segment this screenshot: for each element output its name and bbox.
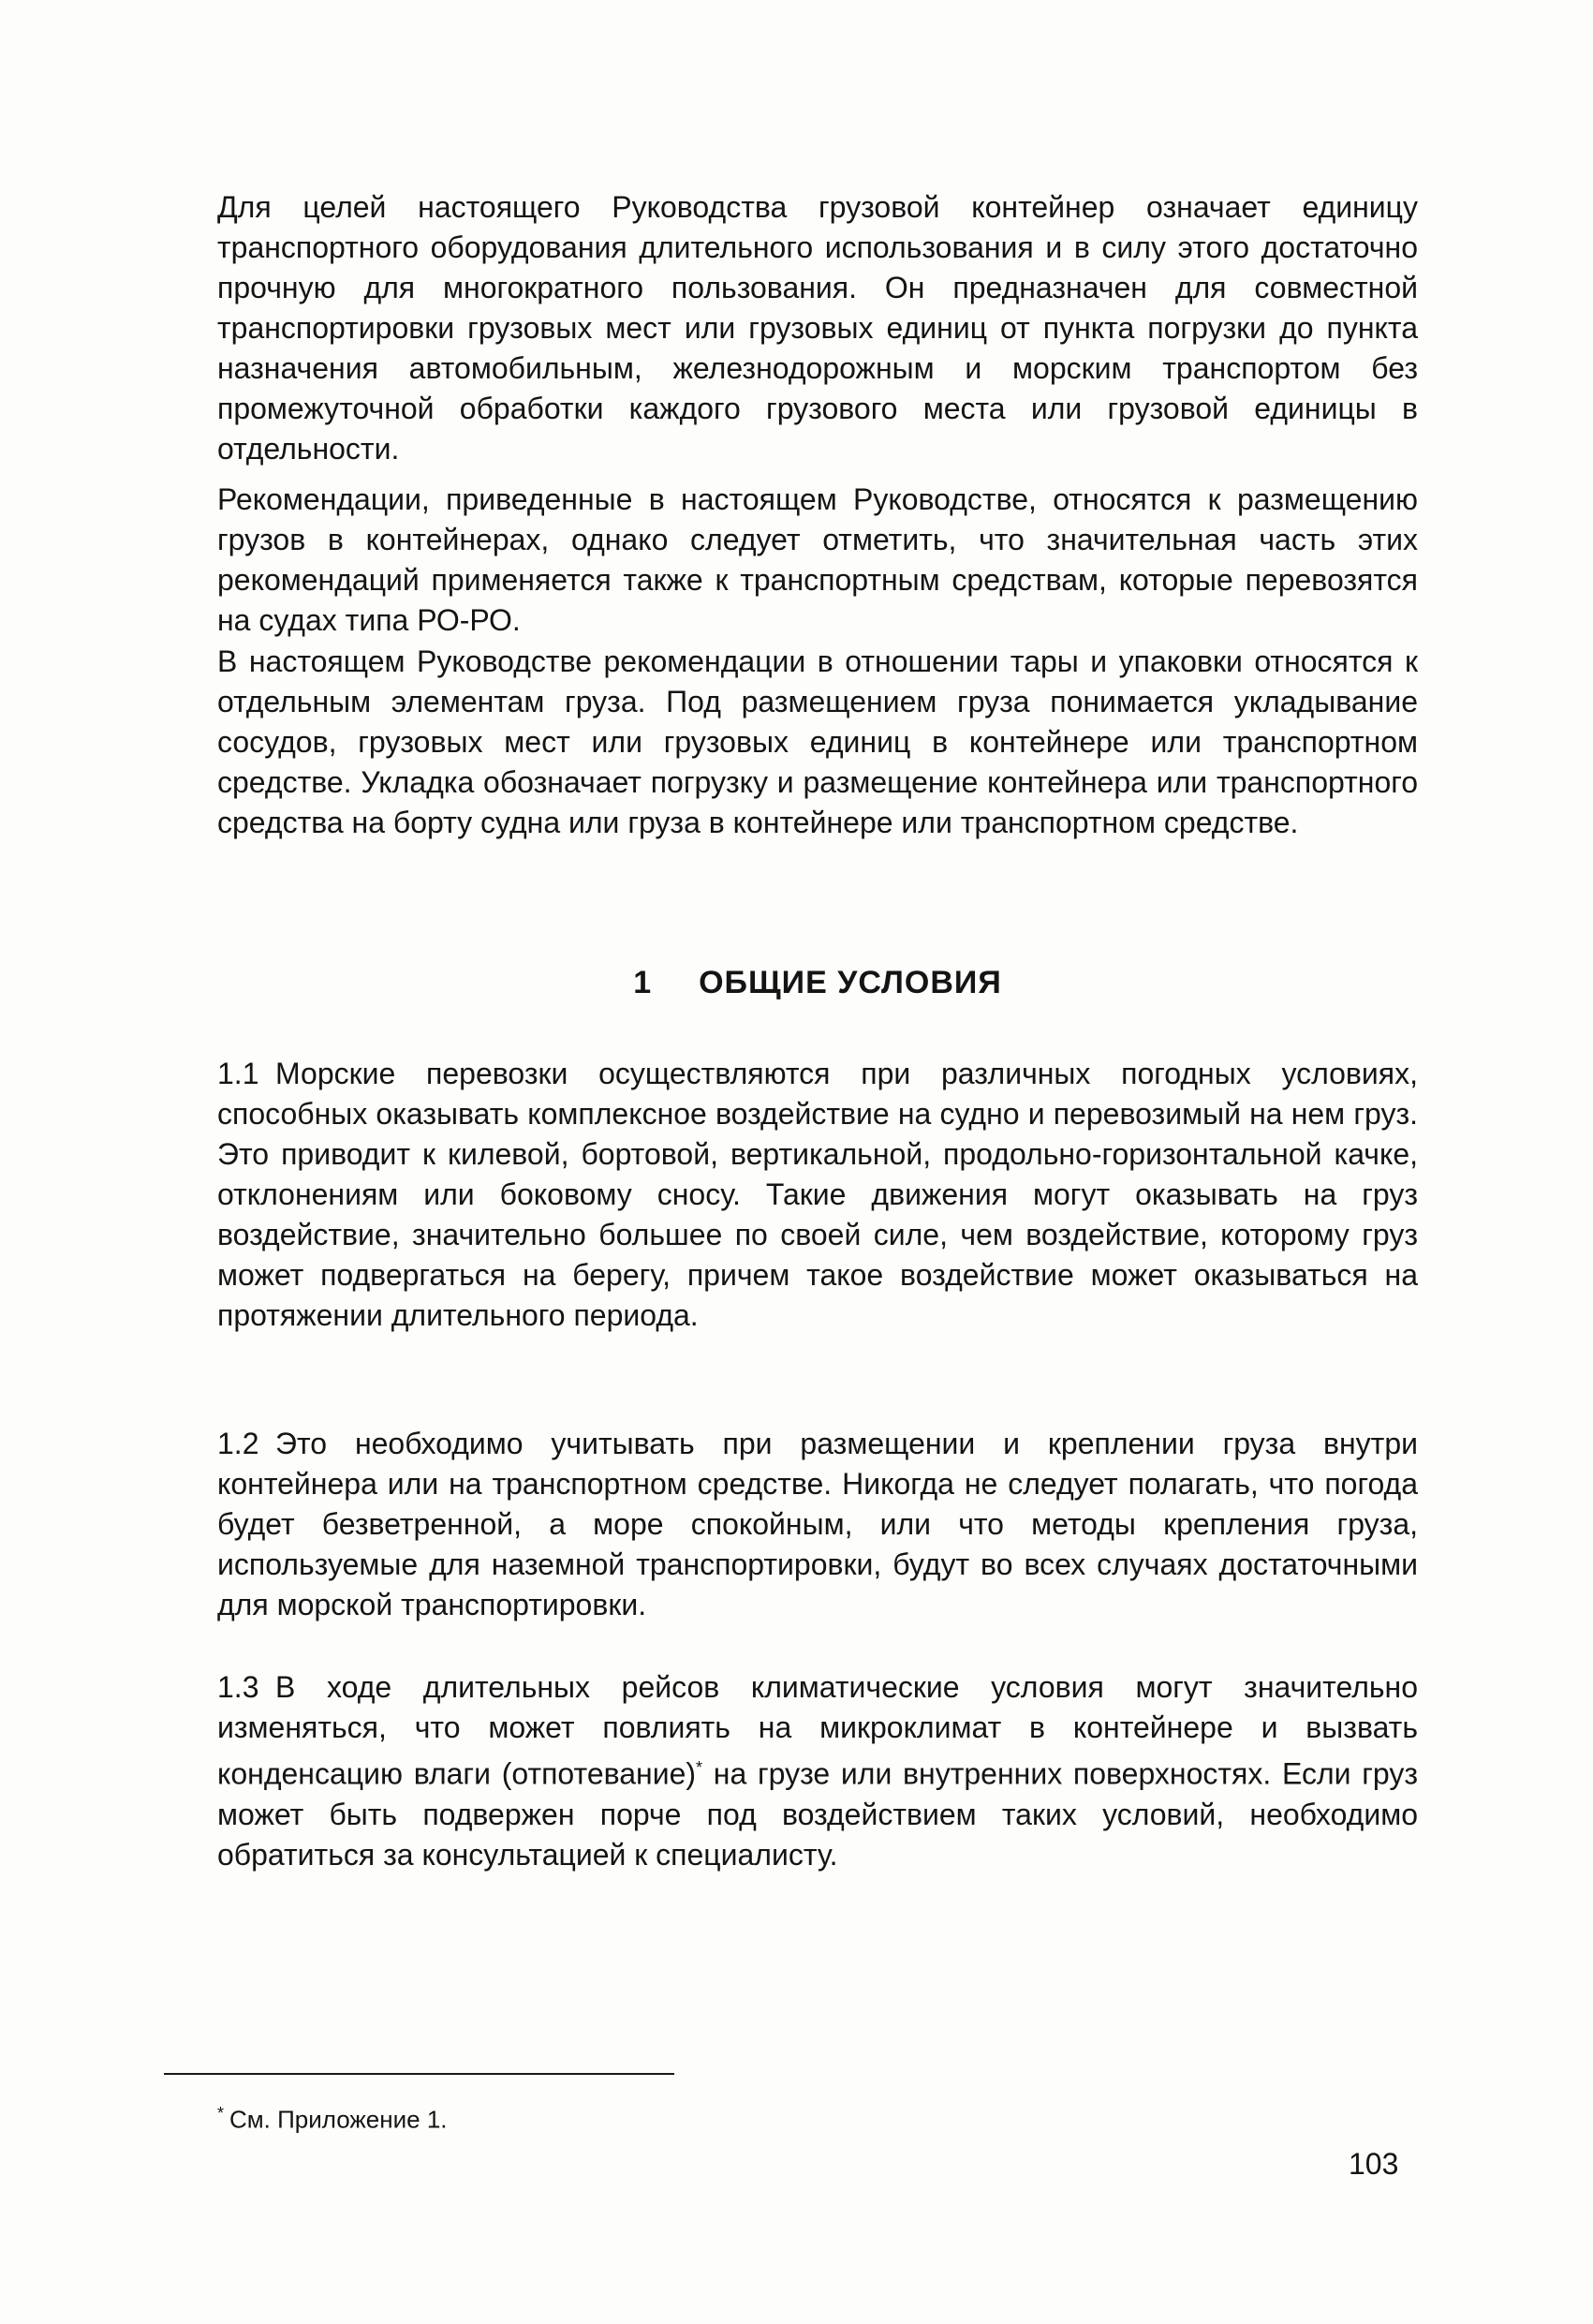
clause-1-3-number: 1.3: [217, 1670, 259, 1704]
intro-paragraph-2-text: Рекомендации, приведенные в настоящем Руководстве, относятся к размещению грузов в контейнерах, однако следует отметить, что значительная часть этих рекомендаций применяется также к транспортным средствам, которые перевозятся на судах типа РО-РО.: [217, 482, 1418, 637]
clause-1-3: [217, 1667, 1418, 1875]
footnote-marker: *: [217, 2104, 225, 2123]
section-heading: [217, 965, 1418, 1001]
intro-paragraph-1: [217, 187, 1418, 469]
clause-1-1-number: 1.1: [217, 1057, 259, 1090]
clause-1-3-footnote-marker: *: [696, 1758, 703, 1777]
footnote: [217, 2098, 448, 2135]
page-number: 103: [1349, 2147, 1399, 2181]
clause-1-3-text-after: на грузе или внутренних поверхностях. Если груз может быть подвержен порче под воздействием таких условий, необходимо обратиться за консультацией к специалисту.: [217, 1756, 1418, 1872]
footnote-divider: [164, 2073, 674, 2075]
clause-1-2-number: 1.2: [217, 1427, 259, 1460]
intro-paragraph-1-text: Для целей настоящего Руководства грузовой контейнер означает единицу транспортного оборудования длительного использования и в силу этого достаточно прочную для многократного пользования. Он предназначен для совместной транспортировки грузовых мест или грузовых единиц от пункта погрузки до пункта назначения автомобильным, железнодорожным и морским транспортом без промежуточной обработки каждого грузового места или грузовой единицы в отдельности.: [217, 190, 1418, 466]
intro-paragraph-3-text: В настоящем Руководстве рекомендации в отношении тары и упаковки относятся к отдельным элементам груза. Под размещением груза понимается укладывание сосудов, грузовых мест или грузовых единиц в контейнере или транспортном средстве. Укладка обозначает погрузку и размещение контейнера или транспортного средства на борту судна или груза в контейнере или транспортном средстве.: [217, 644, 1418, 839]
clause-1-2: [217, 1424, 1418, 1625]
clause-1-1: [217, 1054, 1418, 1336]
intro-paragraph-2: [217, 480, 1418, 641]
clause-1-2-text: Это необходимо учитывать при размещении и креплении груза внутри контейнера или на транспортном средстве. Никогда не следует полагать, что погода будет безветренной, а море спокойным, или что методы крепления груза, используемые для наземной транспортировки, будут во всех случаях достаточными для морской транспортировки.: [217, 1427, 1418, 1621]
section-title: ОБЩИЕ УСЛОВИЯ: [699, 965, 1002, 1000]
clause-1-3-text-before: В ходе длительных рейсов климатические условия могут значительно изменяться, что может повлиять на микроклимат в контейнере и вызвать конденсацию влаги (отпотевание): [217, 1670, 1418, 1791]
intro-paragraph-3: [217, 642, 1418, 843]
section-number: 1: [633, 965, 653, 1000]
footnote-text: См. Приложение 1.: [229, 2105, 448, 2134]
clause-1-1-text: Морские перевозки осуществляются при различных погодных условиях, способных оказывать комплексное воздействие на судно и перевозимый на нем груз. Это приводит к килевой, бортовой, вертикальной, продольно-горизонтальной качке, отклонениям или боковому сносу. Такие движения могут оказывать на груз воздействие, значительно большее по своей силе, чем воздействие, которому груз может подвергаться на берегу, причем такое воздействие может оказываться на протяжении длительного периода.: [217, 1057, 1418, 1332]
